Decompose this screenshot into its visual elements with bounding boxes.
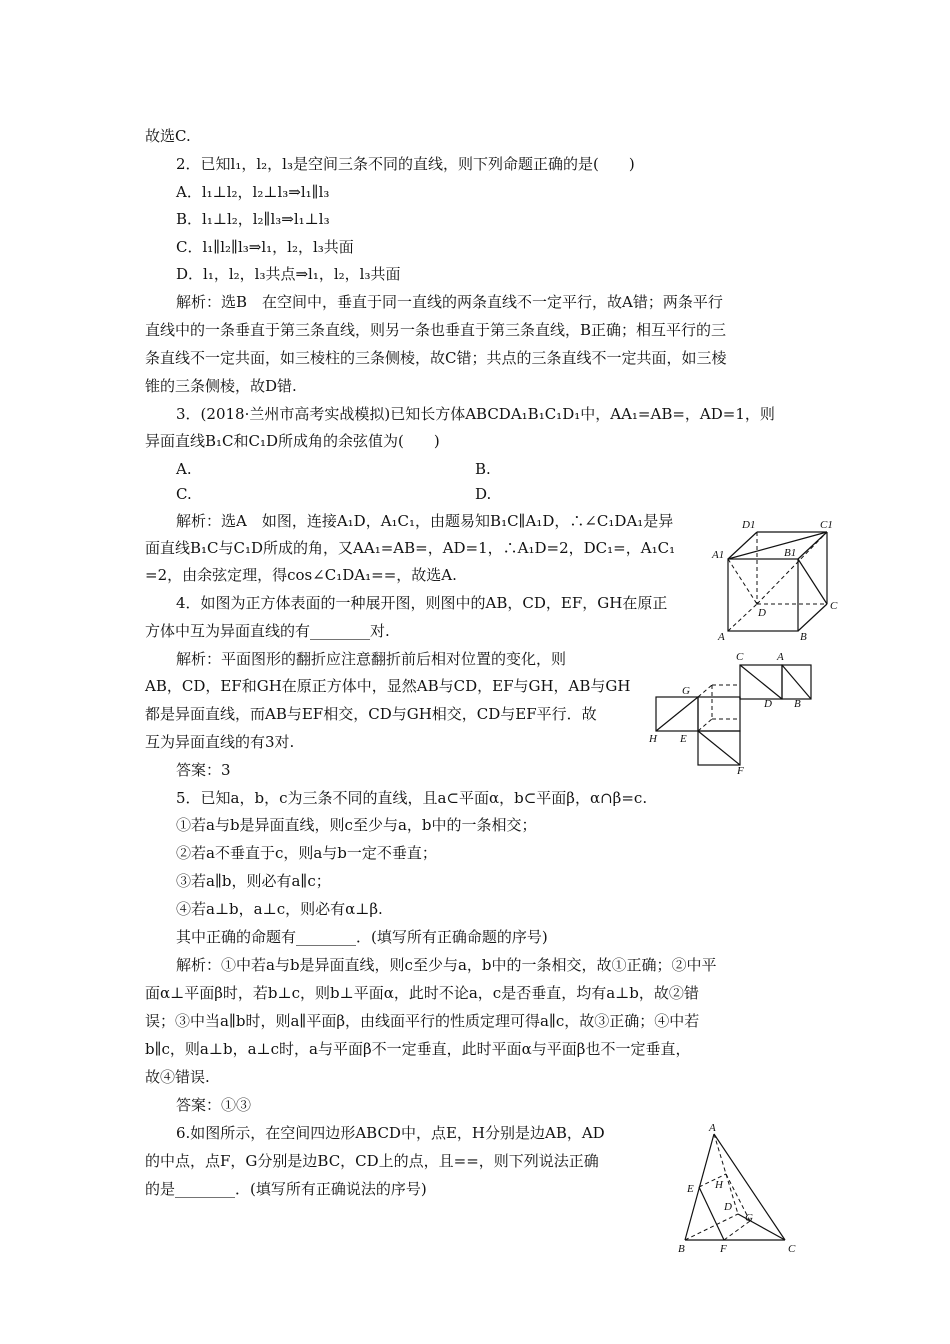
statement-1: ①若a与b是异面直线，则c至少与a，b中的一条相交； [176,816,537,834]
question-4-stem: 方体中互为异面直线的有________对. [145,622,390,640]
option-a: A. [176,460,192,478]
analysis-line: b∥c，则a⊥b，a⊥c时，a与平面β不一定垂直，此时平面α与平面β也不一定垂直， [145,1040,691,1058]
analysis-line: 都是异面直线，而AB与EF相交，CD与GH相交，CD与EF平行．故 [145,705,597,723]
vertex-label: C [788,1243,796,1255]
analysis-line: 故④错误. [145,1068,210,1086]
analysis-line: 解析：选A 如图，连接A₁D，A₁C₁，由题易知B₁C∥A₁D，∴∠C₁DA₁是异 [176,512,674,530]
cuboid-figure [712,516,847,644]
analysis-line: 解析：选B 在空间中，垂直于同一直线的两条直线不一定平行，故A错；两条平行 [176,293,723,311]
vertex-label: A [777,651,784,663]
analysis-line: 面直线B₁C与C₁D所成的角，又AA₁=AB=，AD=1，∴A₁D=2，DC₁=，A₁C₁ [145,539,676,557]
analysis-line: 直线中的一条垂直于第三条直线，则另一条也垂直于第三条直线，B正确；相互平行的三 [145,321,727,339]
question-6-stem: 6.如图所示，在空间四边形ABCD中，点E，H分别是边AB，AD [176,1124,605,1142]
option-c: C. [176,485,192,503]
analysis-line: 解析：①中若a与b是异面直线，则c至少与a，b中的一条相交，故①正确；②中平 [176,956,717,974]
vertex-label: E [680,733,687,745]
question-3-stem: 3．(2018·兰州市高考实战模拟)已知长方体ABCDA₁B₁C₁D₁中，AA₁=AB=，AD=1，则 [176,405,775,423]
vertex-label: D1 [742,519,756,531]
question-5-stem: 5．已知a，b，c为三条不同的直线，且a⊂平面α，b⊂平面β，α∩β=c. [176,789,648,807]
analysis-line: 互为异面直线的有3对. [145,733,295,751]
question-6-stem: 的是________．(填写所有正确说法的序号) [145,1180,427,1198]
analysis-line: 解析：平面图形的翻折应注意翻折前后相对位置的变化，则 [176,650,567,668]
vertex-label: D [724,1201,732,1213]
question-5-prompt: 其中正确的命题有________．(填写所有正确命题的序号) [176,928,548,946]
vertex-label: A1 [712,549,725,561]
statement-2: ②若a不垂直于c，则a与b一定不垂直； [176,844,437,862]
answer-line: 答案：3 [176,761,231,779]
vertex-label: F [737,765,744,777]
question-3-stem: 异面直线B₁C和C₁D所成角的余弦值为( ) [145,432,440,450]
text-line: 故选C. [145,127,191,145]
analysis-line: 面α⊥平面β时，若b⊥c，则b⊥平面α，此时不论a，c是否垂直，均有a⊥b，故②错 [145,984,699,1002]
statement-4: ④若a⊥b，a⊥c，则必有α⊥β. [176,900,383,918]
option-d: D．l₁，l₂，l₃共点⇒l₁，l₂，l₃共面 [176,265,401,283]
vertex-label: C [830,600,838,612]
vertex-label: G [745,1212,753,1224]
question-4-stem: 4．如图为正方体表面的一种展开图，则图中的AB，CD，EF，GH在原正 [176,594,668,612]
vertex-label: A [709,1122,716,1134]
question-6-stem: 的中点，点F，G分别是边BC，CD上的点，且==，则下列说法正确 [145,1152,599,1170]
analysis-line: 锥的三条侧棱，故D错. [145,377,297,395]
answer-line: 答案：①③ [176,1096,252,1114]
analysis-line: 条直线不一定共面，如三棱柱的三条侧棱，故C错；共点的三条直线不一定共面，如三棱 [145,349,727,367]
vertex-label: G [682,685,690,697]
cube-net-figure [644,650,824,775]
vertex-label: F [720,1243,727,1255]
vertex-label: H [715,1179,723,1191]
option-b: B. [475,460,491,478]
vertex-label: E [687,1183,694,1195]
question-2-stem: 2．已知l₁，l₂，l₃是空间三条不同的直线，则下列命题正确的是( ) [176,155,635,173]
vertex-label: C [736,651,744,663]
analysis-line: AB，CD，EF和GH在原正方体中，显然AB与CD，EF与GH，AB与GH [145,677,631,695]
analysis-line: 误；③中当a∥b时，则a∥平面β，由线面平行的性质定理可得a∥c，故③正确；④中若 [145,1012,700,1030]
analysis-line: =2，由余弦定理，得cos∠C₁DA₁==，故选A. [145,566,457,584]
vertex-label: D [764,698,772,710]
statement-3: ③若a∥b，则必有a∥c； [176,872,331,890]
tetrahedron-figure [672,1122,812,1254]
vertex-label: A [718,631,725,643]
net-edges [656,665,811,765]
vertex-label: D [758,607,766,619]
cuboid-edges [728,532,827,631]
vertex-label: C1 [820,519,833,531]
vertex-label: B1 [784,547,797,559]
option-d: D. [475,485,492,503]
tetrahedron-edges [685,1134,785,1240]
vertex-label: B [794,698,801,710]
option-b: B．l₁⊥l₂，l₂∥l₃⇒l₁⊥l₃ [176,210,330,228]
vertex-label: B [800,631,807,643]
vertex-label: H [649,733,657,745]
vertex-label: B [678,1243,685,1255]
option-a: A．l₁⊥l₂，l₂⊥l₃⇒l₁∥l₃ [176,183,330,201]
option-c: C．l₁∥l₂∥l₃⇒l₁，l₂，l₃共面 [176,238,354,256]
